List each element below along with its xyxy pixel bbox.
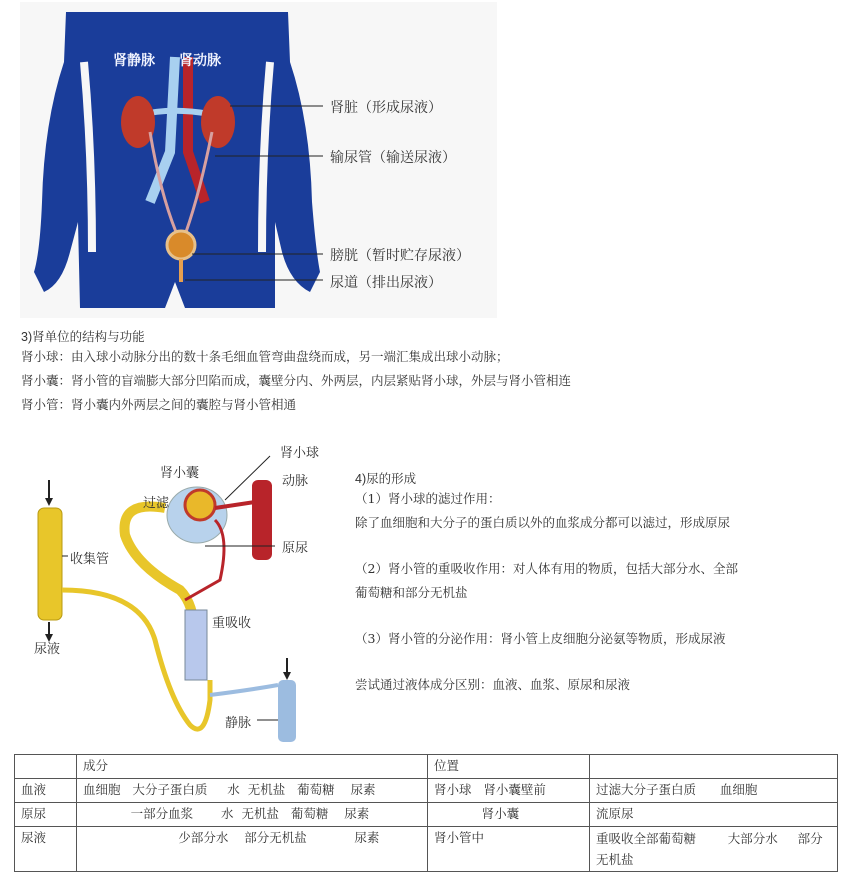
table-cell: 过滤大分子蛋白质 血细胞 [590,779,838,803]
capsule-label: 肾小囊 [160,466,200,481]
table-cell: 重吸收全部葡萄糖 大部分水 部分无机盐 [590,827,838,872]
reabsorption-text-1: （2）肾小管的重吸收作用：对人体有用的物质，包括大部分水、全部 [355,561,738,576]
table-cell: 肾小球 肾小囊壁前 [428,779,590,803]
table-row [15,803,838,827]
filtration-heading: （1）肾小球的滤过作用： [355,491,501,506]
table-cell: 肾小管中 [428,827,590,872]
filtration-text: 除了血细胞和大分子的蛋白质以外的血浆成分都可以滤过，形成原尿 [355,515,731,530]
comparison-prompt: 尝试通过液体成分区别：血液、血浆、原尿和尿液 [355,677,631,692]
table-header-cell [590,755,838,779]
glomerulus-label: 肾小球 [280,446,320,461]
table-header-cell: 成分 [77,755,428,779]
table-cell: 尿液 [15,827,77,872]
table-header-row [15,755,838,779]
section3-title: 3)肾单位的结构与功能 [21,330,145,344]
glomerulus-definition: 肾小球：由入球小动脉分出的数十条毛细血管弯曲盘绕而成，另一端汇集成出球小动脉； [21,349,509,364]
artery-label: 动脉 [282,474,309,489]
capsule-definition: 肾小囊：肾小管的盲端膨大部分凹陷而成，囊壁分内、外两层，内层紧贴肾小球，外层与肾小管相连 [21,373,572,388]
table-cell: 肾小囊 [428,803,590,827]
table-cell: 血细胞 大分子蛋白质 水 无机盐 葡萄糖 尿素 [77,779,428,803]
fluid-comparison-table [14,754,838,872]
collecting-duct-label: 收集管 [70,552,110,567]
nephron-figure [20,440,330,750]
urinary-system-figure [20,2,497,318]
table-cell: 一部分血浆 水 无机盐 葡萄糖 尿素 [77,803,428,827]
bladder-label: 膀胱（暂时贮存尿液） [330,248,470,264]
primary-urine-label: 原尿 [282,541,309,556]
table-cell: 血液 [15,779,77,803]
table-row [15,827,838,872]
filtration-label: 过滤 [143,496,170,511]
tubule-definition: 肾小管：肾小囊内外两层之间的囊腔与肾小管相通 [21,397,297,412]
section4-block [355,470,738,694]
renal-vein-label: 肾静脉 [113,53,155,69]
table-cell: 流原尿 [590,803,838,827]
urine-label: 尿液 [34,642,61,657]
urethra-label: 尿道（排出尿液） [330,275,442,291]
table-cell: 原尿 [15,803,77,827]
reabsorption-label: 重吸收 [212,616,252,631]
renal-artery-label: 肾动脉 [179,53,221,69]
reabsorption-text-2: 葡萄糖和部分无机盐 [355,585,468,600]
table-row [15,779,838,803]
kidney-label: 肾脏（形成尿液） [330,100,442,116]
secretion-text: （3）肾小管的分泌作用：肾小管上皮细胞分泌氨等物质，形成尿液 [355,631,726,646]
ureter-label: 输尿管（输送尿液） [330,150,456,166]
section3-block [21,328,571,414]
vein-label: 静脉 [225,716,252,731]
table-header-cell [15,755,77,779]
table-header-cell: 位置 [428,755,590,779]
section4-title: 4)尿的形成 [355,472,417,486]
table-cell: 少部分水 部分无机盐 尿素 [77,827,428,872]
